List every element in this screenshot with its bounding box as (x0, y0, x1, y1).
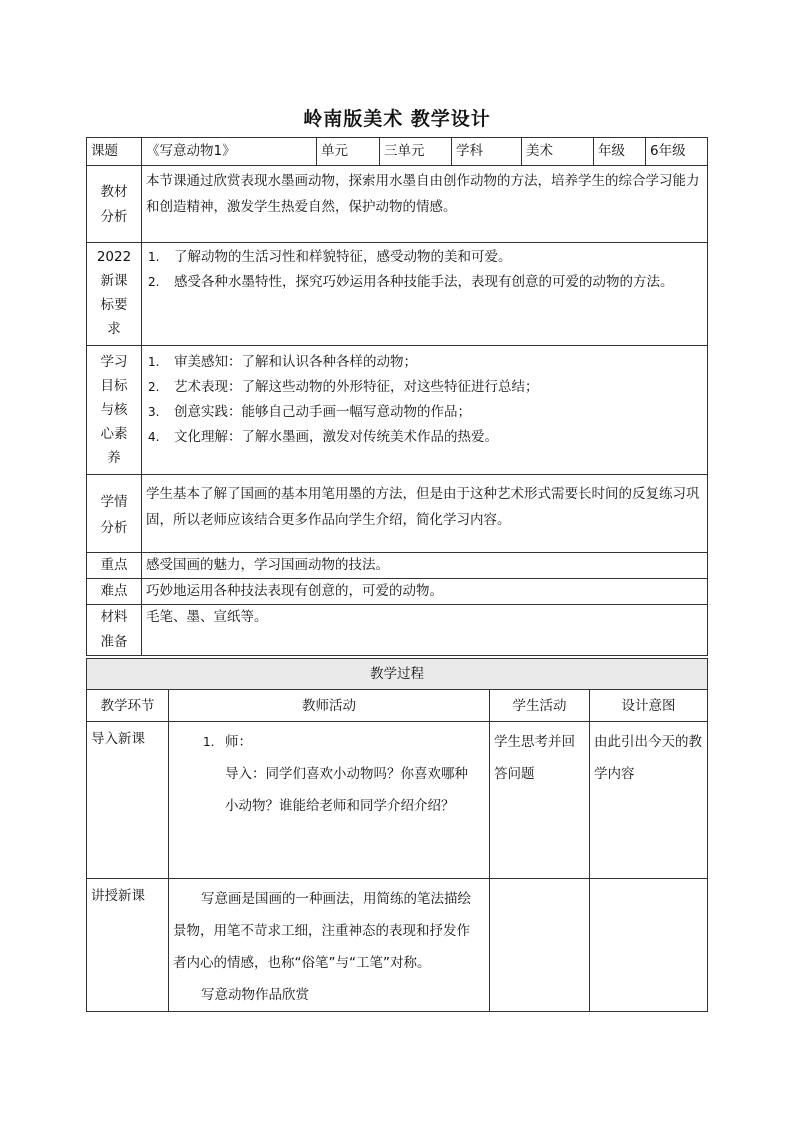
grade-label: 年级 (594, 138, 646, 166)
keypoint-text: 感受国画的魅力，学习国画动物的技法。 (142, 553, 708, 579)
item-text: 感受各种水墨特性，探究巧妙运用各种技能手法，表现有创意的可爱的动物的方法。 (174, 274, 674, 290)
item-number: 2. (148, 275, 160, 289)
goals-label: 学习 目标 与核 心素 养 (87, 346, 142, 475)
teacher-activity-cell (169, 879, 490, 1012)
standards-list (142, 243, 708, 346)
process-title-row (87, 659, 708, 690)
materials-text: 毛笔、墨、宣纸等。 (142, 605, 708, 656)
col-header-stage: 教学环节 (87, 690, 169, 722)
goals-row (87, 346, 708, 475)
materials-label: 材料 准备 (87, 605, 142, 656)
student-activity-cell (490, 879, 590, 1012)
item-number: 3. (148, 405, 160, 419)
item-text: 文化理解：了解水墨画，激发对传统美术作品的热爱。 (174, 429, 498, 445)
item-text: 艺术表现：了解这些动物的外形特征，对这些特征进行总结； (174, 379, 539, 395)
goal-item (148, 425, 703, 450)
lesson-info-table (86, 137, 708, 656)
grade-value: 6年级 (646, 138, 708, 166)
item-text: 审美感知：了解和认识各种各样的动物； (174, 354, 417, 370)
analysis-row (87, 166, 708, 243)
goals-list (142, 346, 708, 475)
standards-item (148, 245, 703, 270)
materials-row (87, 605, 708, 656)
keypoint-row (87, 553, 708, 579)
header-row (87, 138, 708, 166)
col-header-teacher: 教师活动 (169, 690, 490, 722)
goal-item (148, 375, 703, 400)
design-intent-cell (590, 879, 708, 1012)
topic-label: 课题 (87, 138, 142, 166)
subject-value: 美术 (522, 138, 594, 166)
process-row-intro (87, 722, 708, 879)
keypoint-label: 重点 (87, 553, 142, 579)
difficulty-text: 巧妙地运用各种技法表现有创意的，可爱的动物。 (142, 579, 708, 605)
learning-row (87, 475, 708, 553)
item-text: 了解动物的生活习性和样貌特征，感受动物的美和可爱。 (174, 249, 512, 265)
teacher-line-1: 师： (225, 734, 252, 750)
item-number: 4. (148, 430, 160, 444)
stage-cell: 讲授新课 (87, 879, 169, 1012)
unit-value: 三单元 (380, 138, 452, 166)
analysis-label: 教材 分析 (87, 166, 142, 243)
col-header-intent: 设计意图 (590, 690, 708, 722)
goal-item (148, 400, 703, 425)
item-number: 1. (203, 735, 215, 749)
standards-label: 2022 新课 标要 求 (87, 243, 142, 346)
analysis-text: 本节课通过欣赏表现水墨画动物，探索用水墨自由创作动物的方法，培养学生的综合学习能力和创造精神，激发学生热爱自然，保护动物的情感。 (142, 166, 708, 243)
unit-label: 单元 (317, 138, 380, 166)
goal-item (148, 350, 703, 375)
student-activity-cell: 学生思考并回答问题 (490, 722, 590, 879)
process-title: 教学过程 (87, 659, 708, 690)
difficulty-row (87, 579, 708, 605)
topic-value: 《写意动物1》 (142, 138, 317, 166)
item-number: 1. (148, 355, 160, 369)
teacher-line-2: 导入：同学们喜欢小动物吗？你喜欢哪种小动物？谁能给老师和同学介绍介绍？ (225, 766, 468, 814)
difficulty-label: 难点 (87, 579, 142, 605)
learning-label: 学情 分析 (87, 475, 142, 553)
page-title: 岭南版美术 教学设计 (303, 108, 491, 130)
design-intent-cell: 由此引出今天的教学内容 (590, 722, 708, 879)
teaching-process-table (86, 658, 708, 1012)
teacher-paragraph-2: 写意动物作品欣赏 (201, 987, 309, 1003)
subject-label: 学科 (452, 138, 522, 166)
item-number: 1. (148, 250, 160, 264)
item-number: 2. (148, 380, 160, 394)
item-text: 创意实践：能够自己动手画一幅写意动物的作品； (174, 404, 471, 420)
teacher-paragraph-1: 写意画是国画的一种画法，用简练的笔法描绘景物，用笔不苛求工细，注重神态的表现和抒发作者内心的情感，也称“俗笔”与“工笔”对称。 (173, 891, 471, 971)
standards-row (87, 243, 708, 346)
col-header-student: 学生活动 (490, 690, 590, 722)
learning-text: 学生基本了解了国画的基本用笔用墨的方法，但是由于这种艺术形式需要长时间的反复练习巩固，所以老师应该结合更多作品向学生介绍，简化学习内容。 (142, 475, 708, 553)
teacher-activity-cell (169, 722, 490, 879)
stage-cell: 导入新课 (87, 722, 169, 879)
process-row-lecture (87, 879, 708, 1012)
process-header-row (87, 690, 708, 722)
standards-item (148, 270, 703, 295)
